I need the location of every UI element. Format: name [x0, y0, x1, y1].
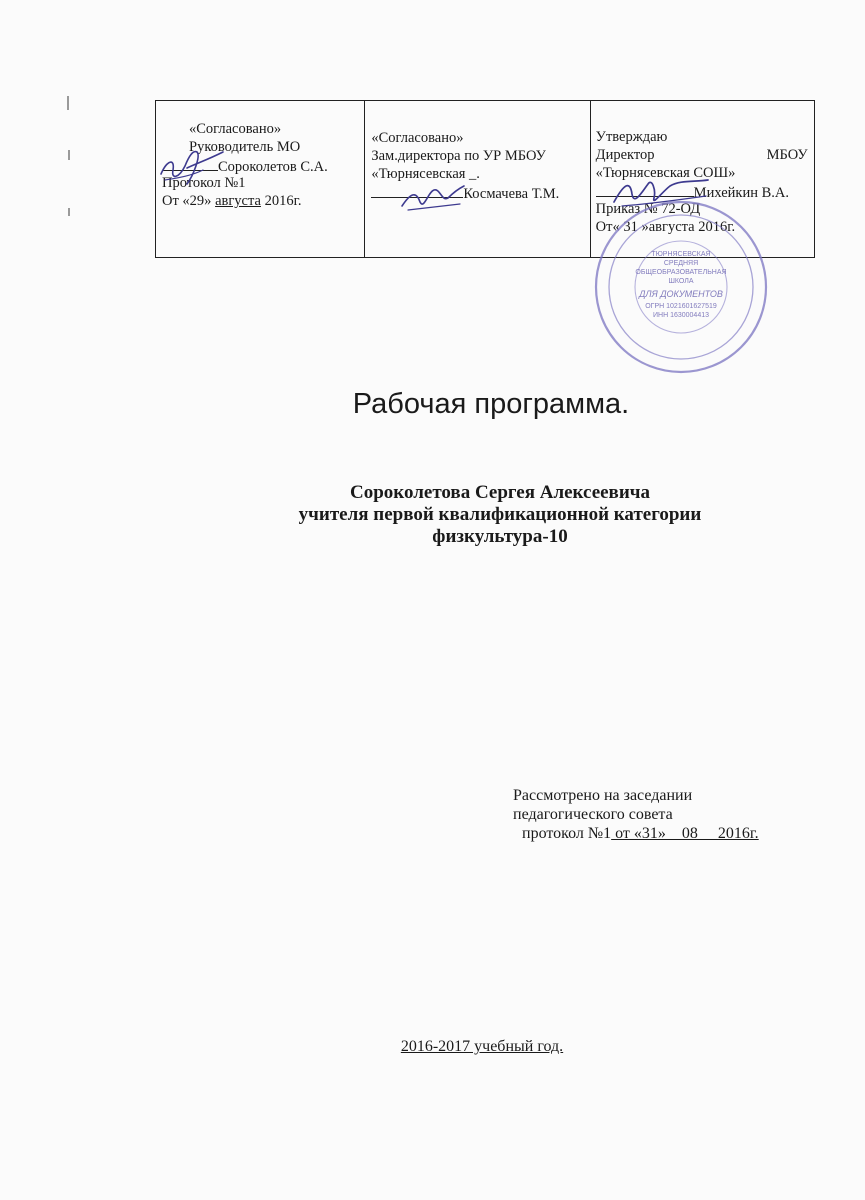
council-line: Рассмотрено на заседании	[513, 787, 693, 804]
stamp-text: СРЕДНЯЯ	[663, 260, 699, 267]
approval-signer: Михейкин В.А.	[693, 185, 789, 201]
approval-heading: «Согласовано»	[371, 130, 464, 146]
approval-order: Приказ № 72-ОД	[595, 201, 701, 217]
approval-date: От «29» августа 2016г.	[162, 193, 302, 209]
scan-mark	[68, 150, 70, 160]
approval-position: Директор МБОУ	[595, 147, 808, 163]
signature-deputy	[398, 180, 468, 214]
stamp-text: ОБЩЕОБРАЗОВАТЕЛЬНАЯ	[635, 269, 727, 276]
stamp-text: ДЛЯ ДОКУМЕНТОВ	[639, 289, 723, 299]
approval-school: «Тюрнясевская _.	[371, 166, 480, 182]
stamp-text: ОГРН 1021601627519	[645, 303, 717, 310]
teacher-block	[220, 482, 780, 548]
signature-mo	[157, 140, 229, 190]
stamp-text: ШКОЛА	[668, 278, 694, 285]
teacher-subject: физкультура-10	[432, 526, 568, 547]
scan-mark	[67, 96, 69, 110]
council-protocol: протокол №1 от «31» 08 2016г.	[522, 825, 759, 842]
approval-position: Руководитель МО	[189, 139, 301, 155]
approval-date: От« 31 »августа 2016г.	[595, 219, 736, 235]
stamp-text: ТЮРНЯСЕВСКАЯ	[651, 251, 711, 258]
teacher-category: учителя первой квалификационной категории	[298, 504, 702, 525]
approval-protocol: Протокол №1	[162, 175, 246, 191]
approval-position: Зам.директора по УР МБОУ	[371, 148, 546, 164]
council-line: педагогического совета	[513, 806, 673, 823]
council-block	[513, 786, 759, 843]
approval-signer: Космачева Т.М.	[463, 186, 560, 202]
approval-heading: «Согласовано»	[189, 121, 282, 137]
official-stamp	[592, 198, 770, 376]
stamp-text: ИНН 1630004413	[652, 312, 710, 319]
approval-cell-deputy	[365, 101, 590, 257]
school-year: 2016-2017 учебный год.	[400, 1038, 564, 1055]
teacher-name: Сороколетова Сергея Алексеевича	[350, 482, 650, 503]
approval-school: «Тюрнясевская СОШ»	[595, 165, 736, 181]
approval-heading: Утверждаю	[595, 129, 668, 145]
page-title: Рабочая программа.	[352, 388, 630, 420]
scan-mark	[68, 208, 70, 216]
approval-signer: Сороколетов С.А.	[218, 159, 328, 175]
